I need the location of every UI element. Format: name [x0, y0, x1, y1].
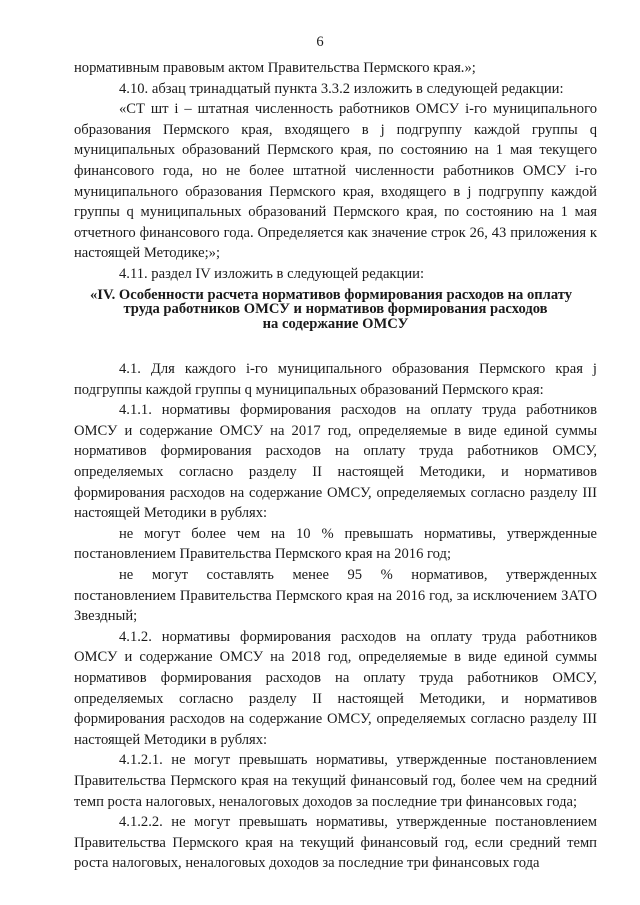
paragraph: 4.1.2.1. не могут превышать нормативы, утвержденные постановлением Правительства Пермского края на текущий финансовый год, более чем на средний темп роста налоговых, неналоговых доходов за последние три финансовых года; [74, 752, 597, 810]
section-heading-line: «IV. Особенности расчета нормативов формирования расходов на оплату [90, 286, 573, 303]
paragraph: 4.11. раздел IV изложить в следующей редакции: [119, 265, 424, 282]
section-heading-line: на содержание ОМСУ [262, 315, 409, 332]
paragraph: 4.1. Для каждого i-го муниципального образования Пермского края j подгруппы каждой группы q муниципальных образований Пермского края: [74, 361, 597, 398]
page-number: 6 [316, 34, 324, 50]
paragraph: нормативным правовым актом Правительства Пермского края.»; [74, 60, 476, 76]
section-heading-line: труда работников ОМСУ и нормативов формирования расходов [123, 301, 548, 318]
paragraph: 4.1.1. нормативы формирования расходов на оплату труда работников ОМСУ и содержание ОМСУ на 2017 год, определяемые в виде единой суммы нормативов формирования расходов на оплату труда работников ОМСУ, определяемых согласно разделу II настоящей Методики, и нормативов формирования расходов на содержание ОМСУ, определяемых согласно разделу III настоящей Методики в рублях: [74, 402, 597, 522]
paragraph: не могут составлять менее 95 % нормативов, утвержденных постановлением Правительства Пермского края на 2016 год, за исключением ЗАТО Звездный; [74, 566, 597, 625]
paragraph: «СТ шт i – штатная численность работников ОМСУ i-го муниципального образования Пермского края, входящего в j подгруппу каждой группы q муниципальных образований Пермского края, по состоянию на 1 мая текущего финансового года, но не более штатной численности работников ОМСУ i-го муниципального образования Пермского края, входящего в j подгруппу каждой группы q муниципальных образований Пермского края, по состоянию на 1 мая отчетного финансового года. Определяется как значение строк 26, 43 приложения к настоящей Методике;»; [74, 101, 597, 262]
paragraph: 4.1.2.2. не могут превышать нормативы, утвержденные постановлением Правительства Пермского края на текущий финансовый год, если средний темп роста налоговых, неналоговых доходов за последние три финансовых года [74, 814, 597, 872]
section-heading [74, 288, 597, 332]
paragraph: не могут более чем на 10 % превышать нормативы, утвержденные постановлением Правительства Пермского края на 2016 год; [74, 525, 597, 563]
paragraph: 4.10. абзац тринадцатый пункта 3.3.2 изложить в следующей редакции: [119, 80, 564, 97]
document-body [74, 58, 597, 874]
paragraph: 4.1.2. нормативы формирования расходов на оплату труда работников ОМСУ и содержание ОМСУ на 2018 год, определяемые в виде единой суммы нормативов формирования расходов на оплату труда работников ОМСУ, определяемых согласно разделу II настоящей Методики, и нормативов формирования расходов на содержание ОМСУ, определяемых согласно разделу III настоящей Методики в рублях: [74, 628, 597, 748]
